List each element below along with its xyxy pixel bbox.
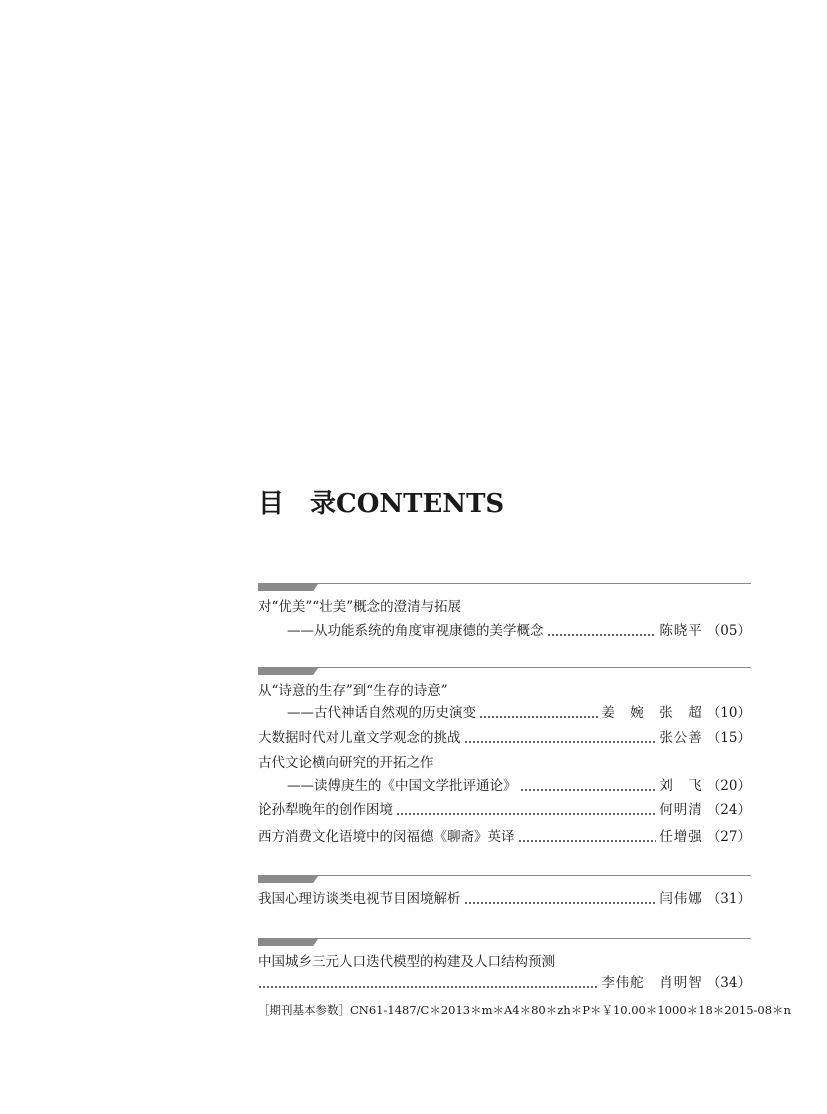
toc-entry-author: 姜 婉 张 超	[601, 705, 703, 721]
section-divider	[258, 875, 751, 883]
toc-entry-title: 我国心理访谈类电视节目困境解析	[258, 891, 461, 907]
title-en: CONTENTS	[336, 489, 505, 519]
dot-leader	[479, 702, 598, 724]
journal-parameters: ［期刊基本参数］CN61-1487/C＊2013＊m＊A4＊80＊zh＊P＊￥10.00＊1000＊18＊2015-08＊n	[258, 1003, 791, 1017]
toc-entry-page: （31）	[706, 891, 751, 907]
toc-entry-title: 论孙犁晚年的创作困境	[258, 802, 393, 818]
page-title	[258, 483, 504, 520]
toc-entry[interactable]	[258, 680, 751, 702]
toc-entry[interactable]	[258, 596, 751, 618]
toc-entry[interactable]	[258, 752, 751, 774]
section-divider	[258, 667, 751, 675]
toc-entry-author: 陈晓平	[659, 623, 703, 639]
dot-leader	[464, 888, 657, 910]
toc-entry-page: （10）	[706, 705, 751, 721]
dot-leader	[396, 799, 656, 821]
dot-leader	[547, 620, 657, 642]
toc-entry-title: 古代文论横向研究的开拓之作	[258, 755, 434, 771]
dot-leader	[518, 826, 657, 848]
toc-entry-subtitle: ——从功能系统的角度审视康德的美学概念	[287, 623, 544, 639]
toc-entry-author: 任增强	[659, 829, 703, 845]
dot-leader	[464, 727, 657, 749]
title-cn-1: 目	[258, 489, 285, 519]
toc-entry-page: （05）	[706, 623, 751, 639]
toc-entry[interactable]	[287, 702, 751, 724]
toc-entry-title: 大数据时代对儿童文学观念的挑战	[258, 730, 461, 746]
toc-entry[interactable]	[258, 972, 751, 994]
toc-entry-subtitle: ——古代神话自然观的历史演变	[287, 705, 476, 721]
toc-entry[interactable]	[258, 826, 751, 848]
toc-entry[interactable]	[258, 888, 751, 910]
title-cn-2: 录	[310, 489, 337, 519]
toc-entry[interactable]	[258, 727, 751, 749]
toc-entry-title: 中国城乡三元人口迭代模型的构建及人口结构预测	[258, 954, 555, 970]
toc-entry-title: 对“优美”“壮美”概念的澄清与拓展	[258, 599, 462, 615]
toc-entry-page: （27）	[706, 829, 751, 845]
toc-entry-subtitle: ——读傅庚生的《中国文学批评通论》	[287, 778, 517, 794]
toc-entry-author: 李伟舵 肖明智	[601, 975, 703, 991]
toc-entry[interactable]	[258, 799, 751, 821]
dot-leader	[520, 775, 657, 797]
dot-leader	[258, 972, 598, 994]
toc-entry[interactable]	[287, 775, 751, 797]
section-divider	[258, 938, 751, 946]
toc-entry-page: （24）	[706, 802, 751, 818]
toc-entry[interactable]	[258, 951, 751, 973]
toc-entry-title: 从“诗意的生存”到“生存的诗意”	[258, 683, 448, 699]
toc-entry-page: （20）	[706, 778, 751, 794]
toc-entry-author: 刘 飞	[659, 778, 703, 794]
toc-entry-author: 闫伟娜	[659, 891, 703, 907]
toc-entry-title: 西方消费文化语境中的闵福德《聊斋》英译	[258, 829, 515, 845]
section-divider	[258, 583, 751, 591]
toc-entry-author: 张公善	[659, 730, 703, 746]
toc-entry[interactable]	[287, 620, 751, 642]
toc-entry-author: 何明清	[659, 802, 703, 818]
toc-entry-page: （34）	[706, 975, 751, 991]
toc-entry-page: （15）	[706, 730, 751, 746]
